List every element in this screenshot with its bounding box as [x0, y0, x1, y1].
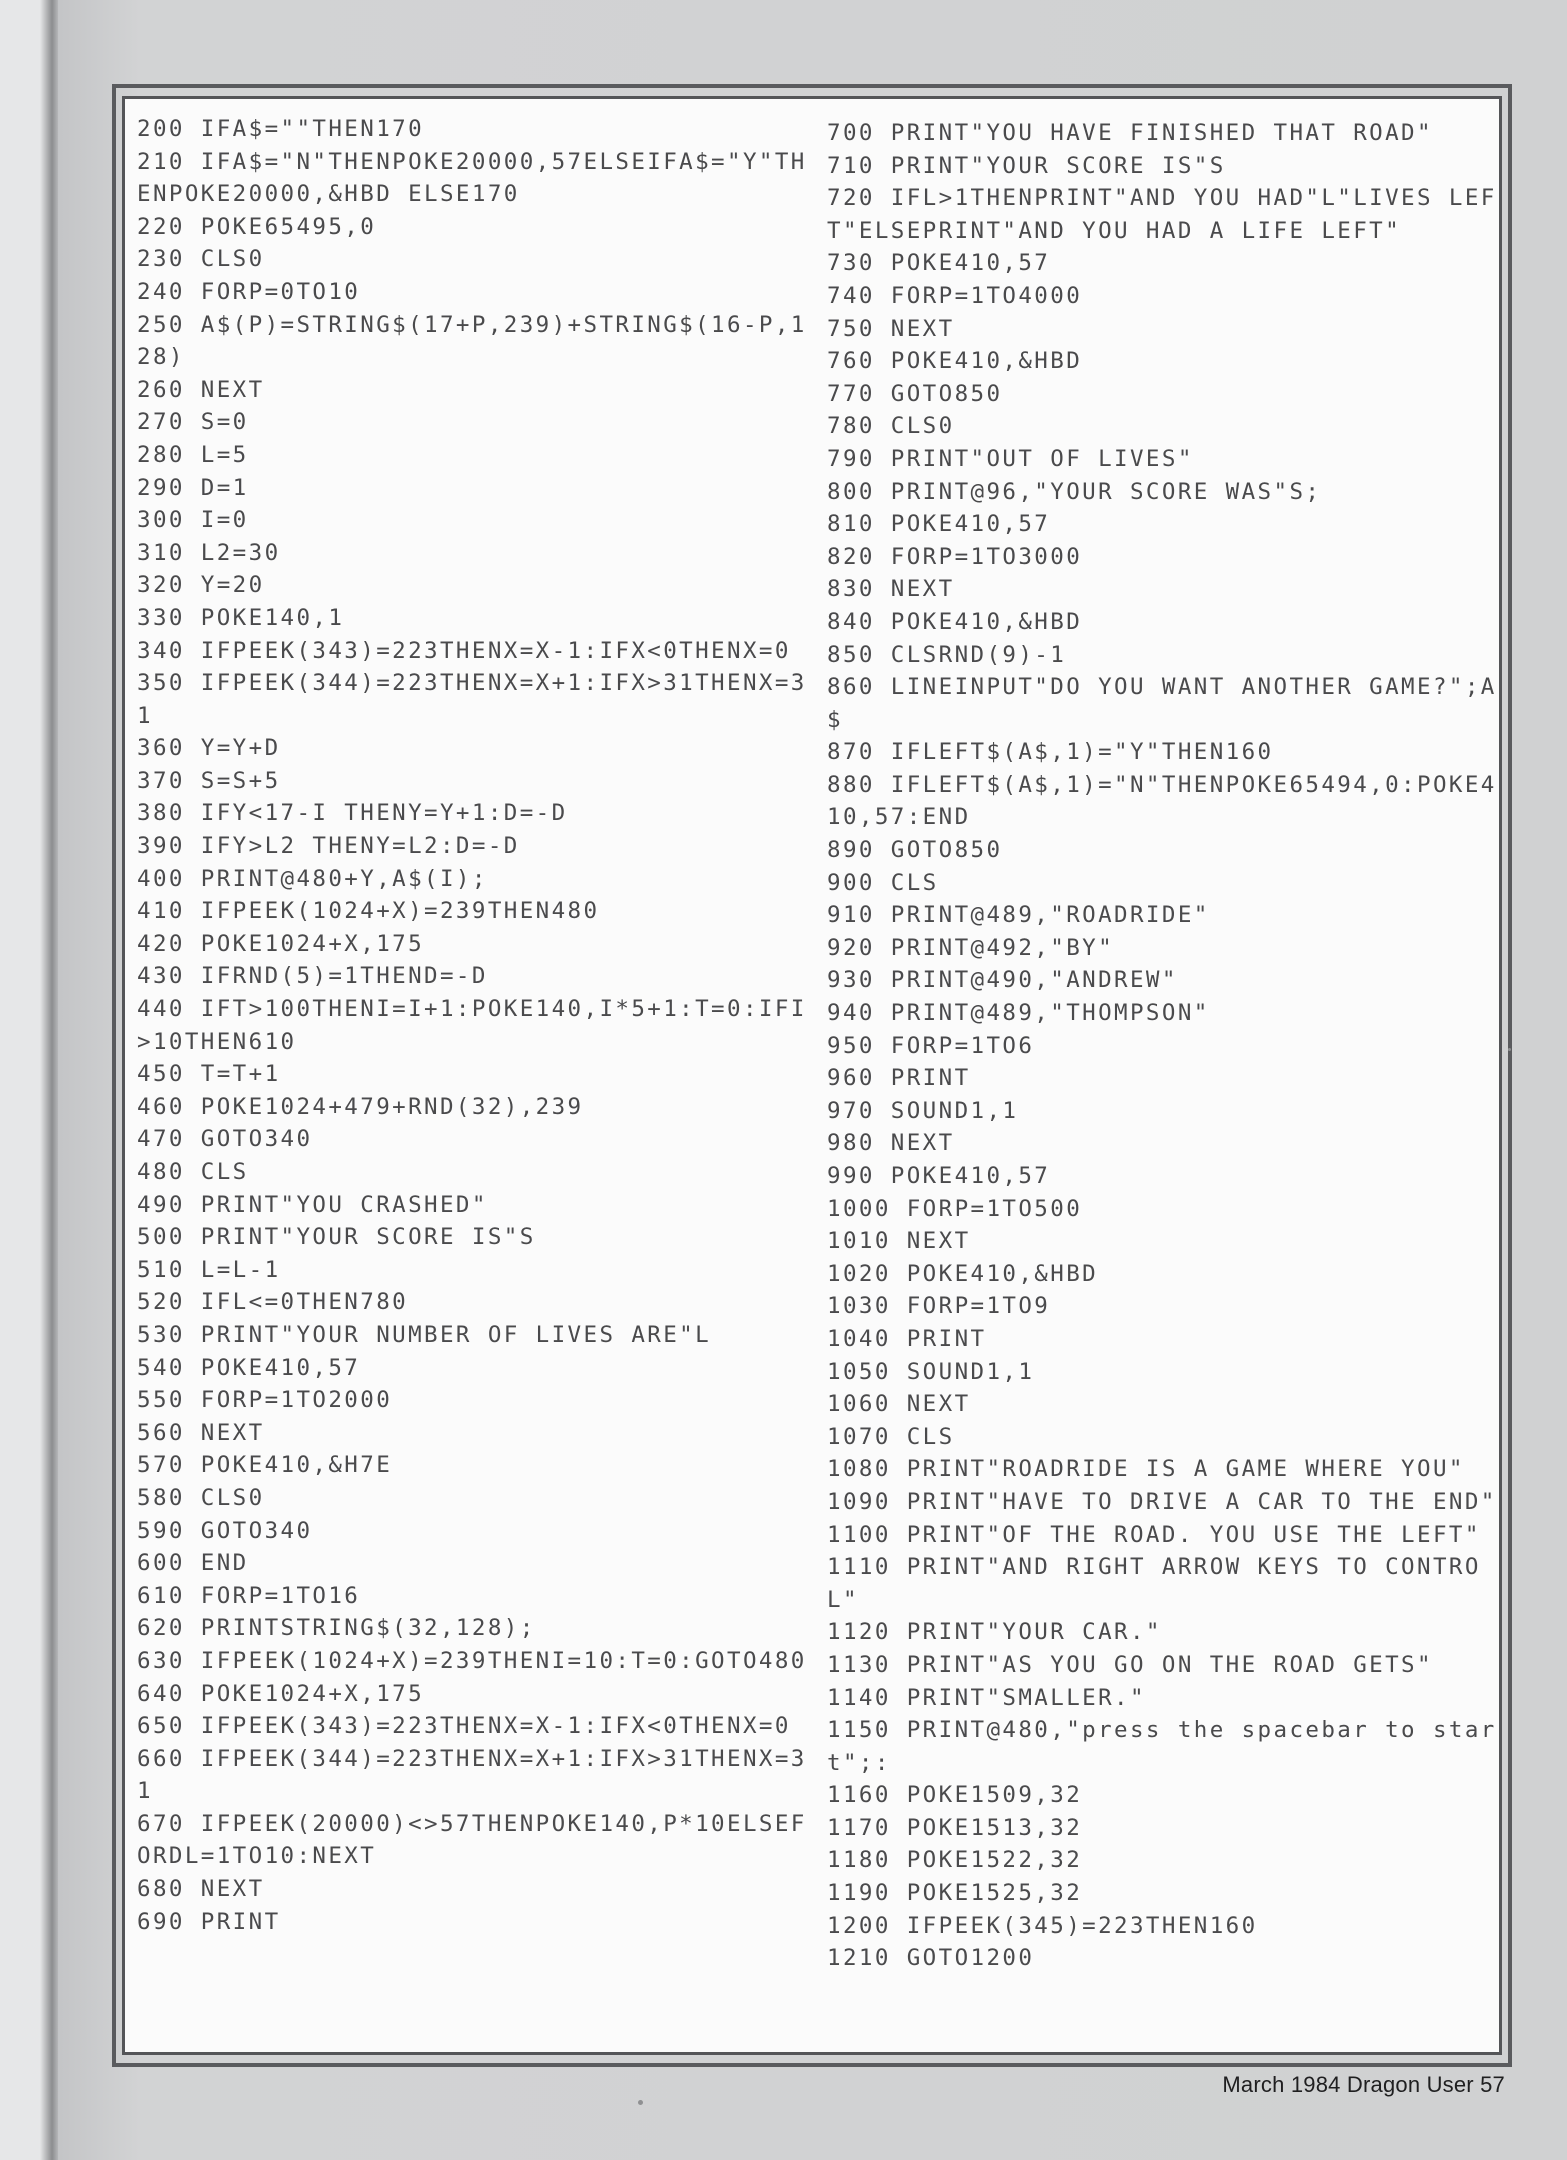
code-line: 1100 PRINT"OF THE ROAD. YOU USE THE LEFT" [827, 1521, 1481, 1548]
code-line: 850 CLSRND(9)-1 [827, 641, 1067, 668]
code-line: 880 IFLEFT$(A$,1)="N"THENPOKE65494,0:POKE410,57:END [827, 771, 1497, 831]
code-line: 210 IFA$="N"THENPOKE20000,57ELSEIFA$="Y"THENPOKE20000,&HBD ELSE170 [137, 148, 807, 208]
code-line: 340 IFPEEK(343)=223THENX=X-1:IFX<0THENX=0 [137, 637, 791, 664]
code-line: 1070 CLS [827, 1423, 955, 1450]
code-line: 370 S=S+5 [137, 767, 281, 794]
code-line: 280 L=5 [137, 441, 249, 468]
code-line: 580 CLS0 [137, 1484, 265, 1511]
code-line: 1000 FORP=1TO500 [827, 1195, 1083, 1222]
code-line: 790 PRINT"OUT OF LIVES" [827, 445, 1194, 472]
code-line: 1090 PRINT"HAVE TO DRIVE A CAR TO THE END" [827, 1488, 1497, 1515]
code-line: 830 NEXT [827, 576, 955, 603]
code-line: 410 IFPEEK(1024+X)=239THEN480 [137, 898, 600, 925]
code-line: 500 PRINT"YOUR SCORE IS"S [137, 1224, 536, 1251]
code-line: 560 NEXT [137, 1419, 265, 1446]
code-line: 630 IFPEEK(1024+X)=239THENI=10:T=0:GOTO480 [137, 1647, 807, 1674]
code-line: 490 PRINT"YOU CRASHED" [137, 1191, 488, 1218]
code-line: 1050 SOUND1,1 [827, 1358, 1035, 1385]
code-line: 960 PRINT [827, 1065, 971, 1092]
code-line: 1160 POKE1509,32 [827, 1782, 1083, 1809]
code-line: 970 SOUND1,1 [827, 1097, 1019, 1124]
code-line: 1030 FORP=1TO9 [827, 1293, 1051, 1320]
code-line: 1200 IFPEEK(345)=223THEN160 [827, 1912, 1258, 1939]
code-line: 320 Y=20 [137, 572, 265, 599]
code-line: 290 D=1 [137, 474, 249, 501]
binding-edge [0, 0, 58, 2160]
code-line: 1210 GOTO1200 [827, 1945, 1035, 1972]
code-line: 1140 PRINT"SMALLER." [827, 1684, 1146, 1711]
code-line: 760 POKE410,&HBD [827, 348, 1083, 375]
code-line: 690 PRINT [137, 1908, 281, 1935]
code-line: 1120 PRINT"YOUR CAR." [827, 1619, 1162, 1646]
code-line: 1150 PRINT@480,"press the spacebar to start";: [827, 1717, 1497, 1776]
code-line: 540 POKE410,57 [137, 1354, 361, 1381]
code-line: 780 CLS0 [827, 413, 955, 440]
code-line: 430 IFRND(5)=1THEND=-D [137, 963, 488, 990]
code-line: 650 IFPEEK(343)=223THENX=X-1:IFX<0THENX=0 [137, 1713, 791, 1740]
code-line: 910 PRINT@489,"ROADRIDE" [827, 902, 1210, 929]
code-line: 1130 PRINT"AS YOU GO ON THE ROAD GETS" [827, 1651, 1433, 1678]
code-line: 480 CLS [137, 1159, 249, 1185]
code-line: 800 PRINT@96,"YOUR SCORE WAS"S; [827, 478, 1322, 505]
code-line: 810 POKE410,57 [827, 511, 1051, 538]
code-line: 300 I=0 [137, 507, 249, 534]
code-line: 1190 POKE1525,32 [827, 1880, 1083, 1907]
code-line: 1010 NEXT [827, 1228, 971, 1255]
code-line: 1040 PRINT [827, 1325, 987, 1352]
code-line: 620 PRINTSTRING$(32,128); [137, 1615, 536, 1642]
code-line: 460 POKE1024+479+RND(32),239 [137, 1093, 584, 1120]
code-line: 600 END [137, 1550, 249, 1577]
code-line: 470 GOTO340 [137, 1126, 313, 1153]
code-line: 930 PRINT@490,"ANDREW" [827, 967, 1178, 994]
code-line: 730 POKE410,57 [827, 250, 1051, 277]
page-footer: March 1984 Dragon User 57 [1222, 2072, 1505, 2097]
code-line: 720 IFL>1THENPRINT"AND YOU HAD"L"LIVES LEFT"ELSEPRINT"AND YOU HAD A LIFE LEFT" [827, 185, 1497, 244]
code-line: 270 S=0 [137, 409, 249, 436]
code-line: 640 POKE1024+X,175 [137, 1680, 425, 1707]
code-line: 680 NEXT [137, 1876, 265, 1903]
code-line: 400 PRINT@480+Y,A$(I); [137, 865, 488, 892]
code-line: 900 CLS [827, 869, 939, 896]
code-line: 510 L=L-1 [137, 1256, 281, 1283]
code-line: 260 NEXT [137, 376, 265, 403]
code-line: 870 IFLEFT$(A$,1)="Y"THEN160 [827, 739, 1274, 766]
code-line: 1180 POKE1522,32 [827, 1847, 1083, 1874]
code-line: 610 FORP=1TO16 [137, 1582, 361, 1609]
code-line: 860 LINEINPUT"DO YOU WANT ANOTHER GAME?";A$ [827, 674, 1497, 733]
code-line: 740 FORP=1TO4000 [827, 282, 1083, 309]
code-line: 1060 NEXT [827, 1391, 971, 1418]
code-line: 1080 PRINT"ROADRIDE IS A GAME WHERE YOU" [827, 1456, 1465, 1483]
code-line: 920 PRINT@492,"BY" [827, 934, 1115, 961]
code-line: 550 FORP=1TO2000 [137, 1387, 393, 1414]
code-line: 1170 POKE1513,32 [827, 1814, 1083, 1841]
code-line: 350 IFPEEK(344)=223THENX=X+1:IFX>31THENX=31 [137, 670, 807, 729]
code-line: 450 T=T+1 [137, 1061, 281, 1088]
code-line: 570 POKE410,&H7E [137, 1452, 393, 1479]
code-line: 890 GOTO850 [827, 837, 1003, 864]
program-listing-panel [122, 96, 1502, 2055]
code-line: 710 PRINT"YOUR SCORE IS"S [827, 152, 1226, 179]
code-line: 770 GOTO850 [827, 380, 1003, 407]
code-line: 660 IFPEEK(344)=223THENX=X+1:IFX>31THENX=31 [137, 1745, 807, 1805]
code-line: 1020 POKE410,&HBD [827, 1260, 1099, 1287]
code-line: 380 IFY<17-I THENY=Y+1:D=-D [137, 800, 568, 827]
code-line: 590 GOTO340 [137, 1517, 313, 1544]
code-line: 200 IFA$=""THEN170 [137, 116, 425, 142]
code-line: 240 FORP=0TO10 [137, 278, 361, 305]
code-line: 330 POKE140,1 [137, 604, 345, 631]
code-line: 520 IFL<=0THEN780 [137, 1289, 409, 1316]
code-line: 750 NEXT [827, 315, 955, 342]
code-line: 220 POKE65495,0 [137, 213, 377, 240]
code-line: 390 IFY>L2 THENY=L2:D=-D [137, 833, 520, 860]
code-line: 940 PRINT@489,"THOMPSON" [827, 1000, 1210, 1027]
code-line: 440 IFT>100THENI=I+1:POKE140,I*5+1:T=0:IFI>10THEN610 [137, 996, 807, 1055]
code-line: 700 PRINT"YOU HAVE FINISHED THAT ROAD" [827, 120, 1433, 146]
listing-left-column [137, 113, 807, 1938]
code-line: 990 POKE410,57 [827, 1163, 1051, 1189]
print-speck [1508, 1048, 1511, 1051]
code-line: 1110 PRINT"AND RIGHT ARROW KEYS TO CONTROL" [827, 1554, 1481, 1613]
code-line: 420 POKE1024+X,175 [137, 930, 425, 957]
listing-right-column [827, 117, 1497, 1975]
print-speck [638, 2100, 643, 2105]
code-line: 250 A$(P)=STRING$(17+P,239)+STRING$(16-P,128) [137, 311, 807, 371]
code-line: 230 CLS0 [137, 246, 265, 273]
code-line: 980 NEXT [827, 1130, 955, 1157]
code-line: 360 Y=Y+D [137, 735, 281, 762]
code-line: 820 FORP=1TO3000 [827, 543, 1083, 570]
code-line: 310 L2=30 [137, 539, 281, 566]
code-line: 840 POKE410,&HBD [827, 608, 1083, 635]
code-line: 670 IFPEEK(20000)<>57THENPOKE140,P*10ELSEFORDL=1TO10:NEXT [137, 1810, 807, 1870]
code-line: 530 PRINT"YOUR NUMBER OF LIVES ARE"L [137, 1321, 712, 1348]
code-line: 950 FORP=1TO6 [827, 1032, 1035, 1059]
